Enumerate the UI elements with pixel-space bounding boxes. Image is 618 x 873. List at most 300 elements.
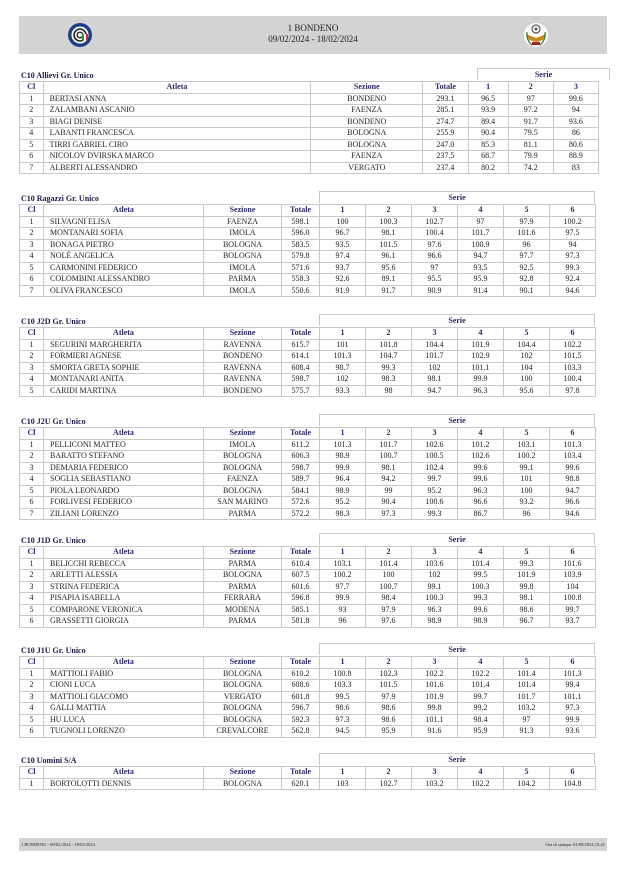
serie-score-cell: 96: [504, 508, 550, 520]
serie-score-cell: 94.7: [412, 385, 458, 397]
serie-score-cell: 98.1: [366, 462, 412, 474]
serie-score-cell: 100: [504, 485, 550, 497]
section-title: C10 Uomini S/A: [21, 756, 77, 765]
column-header-sezione: Sezione: [204, 767, 282, 779]
serie-score-cell: 94: [553, 105, 598, 117]
serie-score-cell: 97.3: [550, 251, 596, 263]
table-header-row: [20, 205, 596, 217]
table-row: [20, 239, 596, 251]
serie-score-cell: 86.7: [458, 508, 504, 520]
column-header-serie: 5: [504, 767, 550, 779]
table-row: [20, 508, 596, 520]
serie-score-cell: 96.6: [412, 251, 458, 263]
serie-score-cell: 100.7: [366, 581, 412, 593]
serie-score-cell: 80.2: [468, 162, 508, 174]
totale-cell: 601.8: [282, 691, 320, 703]
table-row: [20, 139, 599, 151]
serie-score-cell: 96.7: [504, 616, 550, 628]
rank-cell: 1: [20, 93, 44, 105]
column-header-serie: 2: [366, 547, 412, 559]
serie-score-cell: 98.9: [412, 616, 458, 628]
serie-score-cell: 103.3: [550, 362, 596, 374]
serie-score-cell: 95.6: [366, 262, 412, 274]
serie-score-cell: 100.2: [550, 216, 596, 228]
results-table: [19, 546, 596, 628]
serie-score-cell: 98.9: [320, 451, 366, 463]
serie-score-cell: 101.4: [504, 668, 550, 680]
table-row: [20, 251, 596, 263]
column-header-sezione: Sezione: [204, 657, 282, 669]
athlete-name-cell: NOLÈ ANGELICA: [44, 251, 204, 263]
table-row: [20, 558, 596, 570]
column-header-totale: Totale: [282, 767, 320, 779]
sezione-cell: BOLOGNA: [204, 251, 282, 263]
totale-cell: 598.7: [282, 374, 320, 386]
serie-score-cell: 96.4: [320, 474, 366, 486]
sezione-cell: SAN MARINO: [204, 497, 282, 509]
rank-cell: 6: [20, 151, 44, 163]
column-header-totale: Totale: [282, 328, 320, 340]
serie-score-cell: 101.7: [366, 439, 412, 451]
serie-score-cell: 96.6: [458, 497, 504, 509]
serie-score-cell: 103.9: [550, 570, 596, 582]
serie-header: Serie: [319, 643, 595, 655]
table-row: [20, 128, 599, 140]
serie-score-cell: 96.3: [412, 604, 458, 616]
column-header-serie: 3: [412, 547, 458, 559]
serie-score-cell: 102.9: [458, 351, 504, 363]
serie-score-cell: 99.1: [412, 581, 458, 593]
serie-score-cell: 92.6: [320, 274, 366, 286]
serie-score-cell: 99.3: [550, 262, 596, 274]
serie-score-cell: 100.2: [320, 570, 366, 582]
serie-score-cell: 94.7: [458, 251, 504, 263]
serie-score-cell: 93: [320, 604, 366, 616]
serie-score-cell: 100: [504, 374, 550, 386]
sezione-cell: BOLOGNA: [204, 462, 282, 474]
serie-score-cell: 101.3: [550, 439, 596, 451]
serie-score-cell: 101.7: [412, 351, 458, 363]
column-header-cl: Cl: [20, 82, 44, 94]
serie-score-cell: 91.3: [504, 726, 550, 738]
serie-score-cell: 103.6: [412, 558, 458, 570]
serie-score-cell: 93.5: [320, 239, 366, 251]
serie-score-cell: 98.7: [320, 362, 366, 374]
column-header-atleta: Atleta: [44, 428, 204, 440]
serie-header: Serie: [477, 68, 610, 80]
athlete-name-cell: BORTOLOTTI DENNIS: [44, 778, 204, 790]
serie-score-cell: 100.3: [458, 581, 504, 593]
serie-score-cell: 91.6: [412, 726, 458, 738]
serie-score-cell: 97.8: [550, 385, 596, 397]
sezione-cell: FAENZA: [311, 151, 423, 163]
serie-score-cell: 99.7: [458, 691, 504, 703]
serie-score-cell: 93.7: [320, 262, 366, 274]
totale-cell: 608.4: [282, 362, 320, 374]
table-row: [20, 216, 596, 228]
athlete-name-cell: ALBERTI ALESSANDRO: [43, 162, 311, 174]
serie-score-cell: 99.3: [366, 362, 412, 374]
serie-score-cell: 98.6: [320, 703, 366, 715]
sezione-cell: MODENA: [204, 604, 282, 616]
rank-cell: 5: [20, 262, 44, 274]
totale-cell: 237.4: [423, 162, 468, 174]
totale-cell: 596.0: [282, 228, 320, 240]
totale-cell: 572.6: [282, 497, 320, 509]
sezione-cell: IMOLA: [204, 439, 282, 451]
totale-cell: 596.8: [282, 593, 320, 605]
totale-cell: 620.1: [282, 778, 320, 790]
column-header-serie: 3: [412, 767, 458, 779]
column-header-serie: 3: [412, 328, 458, 340]
column-header-serie: 3: [412, 205, 458, 217]
column-header-serie: 4: [458, 205, 504, 217]
serie-score-cell: 100.9: [458, 239, 504, 251]
totale-cell: 608.6: [282, 680, 320, 692]
section-title: C10 J1D Gr. Unico: [21, 536, 86, 545]
serie-score-cell: 97.6: [366, 616, 412, 628]
serie-score-cell: 96.5: [468, 93, 508, 105]
serie-score-cell: 90.1: [504, 285, 550, 297]
athlete-name-cell: GALLI MATTIA: [44, 703, 204, 715]
athlete-name-cell: COMPARONE VERONICA: [44, 604, 204, 616]
serie-score-cell: 81.1: [508, 139, 553, 151]
table-row: [20, 616, 596, 628]
column-header-atleta: Atleta: [44, 328, 204, 340]
serie-score-cell: 99.1: [504, 462, 550, 474]
column-header-atleta: Atleta: [44, 547, 204, 559]
serie-score-cell: 102.2: [458, 778, 504, 790]
rank-cell: 3: [20, 581, 44, 593]
column-header-sezione: Sezione: [204, 205, 282, 217]
results-table: [19, 766, 596, 790]
column-header-atleta: Atleta: [44, 767, 204, 779]
rank-cell: 4: [20, 251, 44, 263]
column-header-cl: Cl: [20, 767, 44, 779]
rank-cell: 1: [20, 558, 44, 570]
rank-cell: 2: [20, 451, 44, 463]
table-row: [20, 474, 596, 486]
sezione-cell: BOLOGNA: [311, 128, 423, 140]
column-header-serie: 5: [504, 657, 550, 669]
serie-score-cell: 101: [504, 474, 550, 486]
serie-score-cell: 91.7: [366, 285, 412, 297]
rank-cell: 6: [20, 616, 44, 628]
totale-cell: 598.7: [282, 462, 320, 474]
table-row: [20, 362, 596, 374]
table-row: [20, 703, 596, 715]
serie-score-cell: 102.2: [412, 668, 458, 680]
serie-score-cell: 93.2: [504, 497, 550, 509]
athlete-name-cell: TUGNOLI LORENZO: [44, 726, 204, 738]
footer-competition-info: 1 BONDENO - 09/02/2024 - 18/02/2024: [21, 842, 95, 847]
rank-cell: 4: [20, 593, 44, 605]
column-header-serie: 1: [320, 328, 366, 340]
totale-cell: 585.1: [282, 604, 320, 616]
column-header-serie: 6: [550, 328, 596, 340]
rank-cell: 2: [20, 680, 44, 692]
column-header-serie: 5: [504, 328, 550, 340]
totale-cell: 596.7: [282, 703, 320, 715]
rank-cell: 7: [20, 285, 44, 297]
column-header-sezione: Sezione: [204, 547, 282, 559]
serie-score-cell: 101.4: [504, 680, 550, 692]
serie-score-cell: 104.7: [366, 351, 412, 363]
serie-score-cell: 79.9: [508, 151, 553, 163]
serie-score-cell: 88.9: [553, 151, 598, 163]
column-header-serie: 1: [468, 82, 508, 94]
serie-score-cell: 89.4: [468, 116, 508, 128]
totale-cell: 610.2: [282, 668, 320, 680]
column-header-serie: 1: [320, 428, 366, 440]
rank-cell: 3: [20, 362, 44, 374]
serie-score-cell: 97.3: [550, 703, 596, 715]
serie-score-cell: 101.4: [458, 558, 504, 570]
table-row: [20, 570, 596, 582]
totale-cell: 606.3: [282, 451, 320, 463]
serie-score-cell: 101.1: [550, 691, 596, 703]
serie-score-cell: 95.2: [412, 485, 458, 497]
serie-score-cell: 100.8: [550, 593, 596, 605]
athlete-name-cell: DEMARIA FEDERICO: [44, 462, 204, 474]
serie-score-cell: 94.6: [550, 285, 596, 297]
serie-header: Serie: [319, 414, 595, 426]
column-header-serie: 5: [504, 205, 550, 217]
serie-score-cell: 90.9: [412, 285, 458, 297]
serie-score-cell: 95.9: [366, 726, 412, 738]
serie-score-cell: 102.6: [412, 439, 458, 451]
sezione-cell: BOLOGNA: [204, 680, 282, 692]
table-row: [20, 93, 599, 105]
table-row: [20, 778, 596, 790]
serie-score-cell: 93.3: [320, 385, 366, 397]
sezione-cell: IMOLA: [204, 285, 282, 297]
serie-score-cell: 95.6: [504, 385, 550, 397]
serie-score-cell: 99.4: [550, 680, 596, 692]
serie-score-cell: 93.6: [550, 726, 596, 738]
serie-score-cell: 89.1: [366, 274, 412, 286]
serie-score-cell: 95.9: [458, 726, 504, 738]
serie-score-cell: 101.3: [320, 351, 366, 363]
serie-score-cell: 96.7: [320, 228, 366, 240]
serie-score-cell: 104: [550, 581, 596, 593]
serie-score-cell: 102: [412, 570, 458, 582]
athlete-name-cell: MATTIOLI FABIO: [44, 668, 204, 680]
athlete-name-cell: CIONI LUCA: [44, 680, 204, 692]
totale-cell: 589.7: [282, 474, 320, 486]
section-title: C10 J2D Gr. Unico: [21, 317, 86, 326]
sezione-cell: RAVENNA: [204, 374, 282, 386]
sezione-cell: PARMA: [204, 508, 282, 520]
totale-cell: 247.0: [423, 139, 468, 151]
sezione-cell: IMOLA: [204, 262, 282, 274]
athlete-name-cell: SOGLIA SEBASTIANO: [44, 474, 204, 486]
athlete-name-cell: BERTASI ANNA: [43, 93, 311, 105]
column-header-sezione: Sezione: [204, 428, 282, 440]
column-header-totale: Totale: [282, 205, 320, 217]
sezione-cell: VERGATO: [311, 162, 423, 174]
serie-score-cell: 83: [553, 162, 598, 174]
serie-score-cell: 101.3: [320, 439, 366, 451]
rank-cell: 2: [20, 105, 44, 117]
serie-header: Serie: [319, 533, 595, 545]
serie-score-cell: 98.4: [366, 593, 412, 605]
serie-score-cell: 102.2: [550, 339, 596, 351]
athlete-name-cell: GRASSETTI GIORGIA: [44, 616, 204, 628]
column-header-serie: 3: [412, 428, 458, 440]
athlete-name-cell: ZALAMBANI ASCANIO: [43, 105, 311, 117]
serie-score-cell: 102: [504, 351, 550, 363]
serie-score-cell: 99.2: [458, 703, 504, 715]
sezione-cell: FAENZA: [204, 474, 282, 486]
column-header-serie: 4: [458, 657, 504, 669]
serie-score-cell: 99.3: [504, 558, 550, 570]
table-row: [20, 439, 596, 451]
serie-score-cell: 93.6: [553, 116, 598, 128]
table-row: [20, 581, 596, 593]
serie-score-cell: 95.5: [412, 274, 458, 286]
sezione-cell: VERGATO: [204, 691, 282, 703]
serie-score-cell: 98.6: [504, 604, 550, 616]
serie-score-cell: 102.2: [458, 668, 504, 680]
sezione-cell: BOLOGNA: [204, 668, 282, 680]
serie-score-cell: 101.7: [458, 228, 504, 240]
competition-title: 1 BONDENO: [287, 23, 339, 33]
results-table: [19, 427, 596, 520]
totale-cell: 611.2: [282, 439, 320, 451]
table-row: [20, 726, 596, 738]
totale-cell: 584.1: [282, 485, 320, 497]
serie-score-cell: 101.6: [504, 228, 550, 240]
serie-score-cell: 103.2: [504, 703, 550, 715]
serie-score-cell: 101.2: [458, 439, 504, 451]
table-row: [20, 385, 596, 397]
serie-score-cell: 98.9: [320, 485, 366, 497]
totale-cell: 562.8: [282, 726, 320, 738]
serie-score-cell: 101.6: [412, 680, 458, 692]
totale-cell: 575.7: [282, 385, 320, 397]
column-header-atleta: Atleta: [44, 657, 204, 669]
serie-score-cell: 97.3: [366, 508, 412, 520]
serie-score-cell: 95.2: [320, 497, 366, 509]
rank-cell: 3: [20, 239, 44, 251]
column-header-serie: 2: [366, 657, 412, 669]
serie-score-cell: 102.6: [458, 451, 504, 463]
column-header-cl: Cl: [20, 547, 44, 559]
totale-cell: 550.6: [282, 285, 320, 297]
column-header-serie: 3: [553, 82, 598, 94]
rank-cell: 1: [20, 216, 44, 228]
rank-cell: 4: [20, 128, 44, 140]
column-header-atleta: Atleta: [43, 82, 311, 94]
column-header-serie: 4: [458, 428, 504, 440]
totale-cell: 583.5: [282, 239, 320, 251]
sezione-cell: BONDENO: [204, 385, 282, 397]
column-header-serie: 5: [504, 428, 550, 440]
rank-cell: 6: [20, 274, 44, 286]
serie-score-cell: 104.2: [504, 778, 550, 790]
sezione-cell: BOLOGNA: [204, 714, 282, 726]
column-header-serie: 4: [458, 547, 504, 559]
serie-score-cell: 92.4: [550, 274, 596, 286]
totale-cell: 293.1: [423, 93, 468, 105]
serie-score-cell: 98.1: [366, 228, 412, 240]
serie-score-cell: 93.9: [468, 105, 508, 117]
results-table: [19, 204, 596, 297]
athlete-name-cell: PISAPIA ISABELLA: [44, 593, 204, 605]
serie-score-cell: 103: [320, 778, 366, 790]
serie-score-cell: 99.6: [550, 462, 596, 474]
footer-print-time: Ora di stampa: 01/09/2024 15:41: [545, 842, 605, 847]
athlete-name-cell: ZILIANI LORENZO: [44, 508, 204, 520]
table-row: [20, 691, 596, 703]
totale-cell: 601.6: [282, 581, 320, 593]
totale-cell: 274.7: [423, 116, 468, 128]
column-header-serie: 2: [366, 205, 412, 217]
serie-score-cell: 99.9: [550, 714, 596, 726]
competition-dates: 09/02/2024 - 18/02/2024: [268, 34, 358, 44]
rank-cell: 3: [20, 116, 44, 128]
athlete-name-cell: STRINA FEDERICA: [44, 581, 204, 593]
serie-score-cell: 93.5: [458, 262, 504, 274]
rank-cell: 4: [20, 374, 44, 386]
column-header-serie: 2: [366, 767, 412, 779]
serie-score-cell: 74.2: [508, 162, 553, 174]
table-row: [20, 462, 596, 474]
column-header-totale: Totale: [423, 82, 468, 94]
column-header-serie: 2: [366, 328, 412, 340]
serie-score-cell: 96: [320, 616, 366, 628]
totale-cell: 571.6: [282, 262, 320, 274]
serie-score-cell: 100.8: [320, 668, 366, 680]
serie-score-cell: 96.3: [458, 385, 504, 397]
serie-score-cell: 98.3: [366, 374, 412, 386]
rank-cell: 5: [20, 485, 44, 497]
rank-cell: 2: [20, 351, 44, 363]
serie-score-cell: 98.1: [504, 593, 550, 605]
column-header-serie: 4: [458, 767, 504, 779]
column-header-serie: 1: [320, 547, 366, 559]
rank-cell: 1: [20, 439, 44, 451]
totale-cell: 237.5: [423, 151, 468, 163]
serie-score-cell: 99.3: [458, 593, 504, 605]
column-header-cl: Cl: [20, 428, 44, 440]
serie-score-cell: 98.4: [458, 714, 504, 726]
serie-score-cell: 100.7: [366, 451, 412, 463]
serie-score-cell: 101.7: [504, 691, 550, 703]
rank-cell: 5: [20, 385, 44, 397]
sezione-cell: BOLOGNA: [204, 239, 282, 251]
serie-score-cell: 99: [366, 485, 412, 497]
section-title: C10 Ragazzi Gr. Unico: [21, 194, 99, 203]
serie-score-cell: 102: [412, 362, 458, 374]
serie-score-cell: 102.4: [412, 462, 458, 474]
athlete-name-cell: SMORTA GRETA SOPHIE: [44, 362, 204, 374]
athlete-name-cell: FORLIVESI FEDERICO: [44, 497, 204, 509]
totale-cell: 592.3: [282, 714, 320, 726]
rank-cell: 4: [20, 703, 44, 715]
serie-score-cell: 99.9: [320, 593, 366, 605]
serie-score-cell: 79.5: [508, 128, 553, 140]
serie-score-cell: 94.5: [320, 726, 366, 738]
athlete-name-cell: OLIVA FRANCESCO: [44, 285, 204, 297]
column-header-serie: 6: [550, 205, 596, 217]
column-header-totale: Totale: [282, 657, 320, 669]
serie-score-cell: 102.7: [366, 778, 412, 790]
serie-score-cell: 96.6: [550, 497, 596, 509]
column-header-serie: 6: [550, 428, 596, 440]
table-row: [20, 351, 596, 363]
